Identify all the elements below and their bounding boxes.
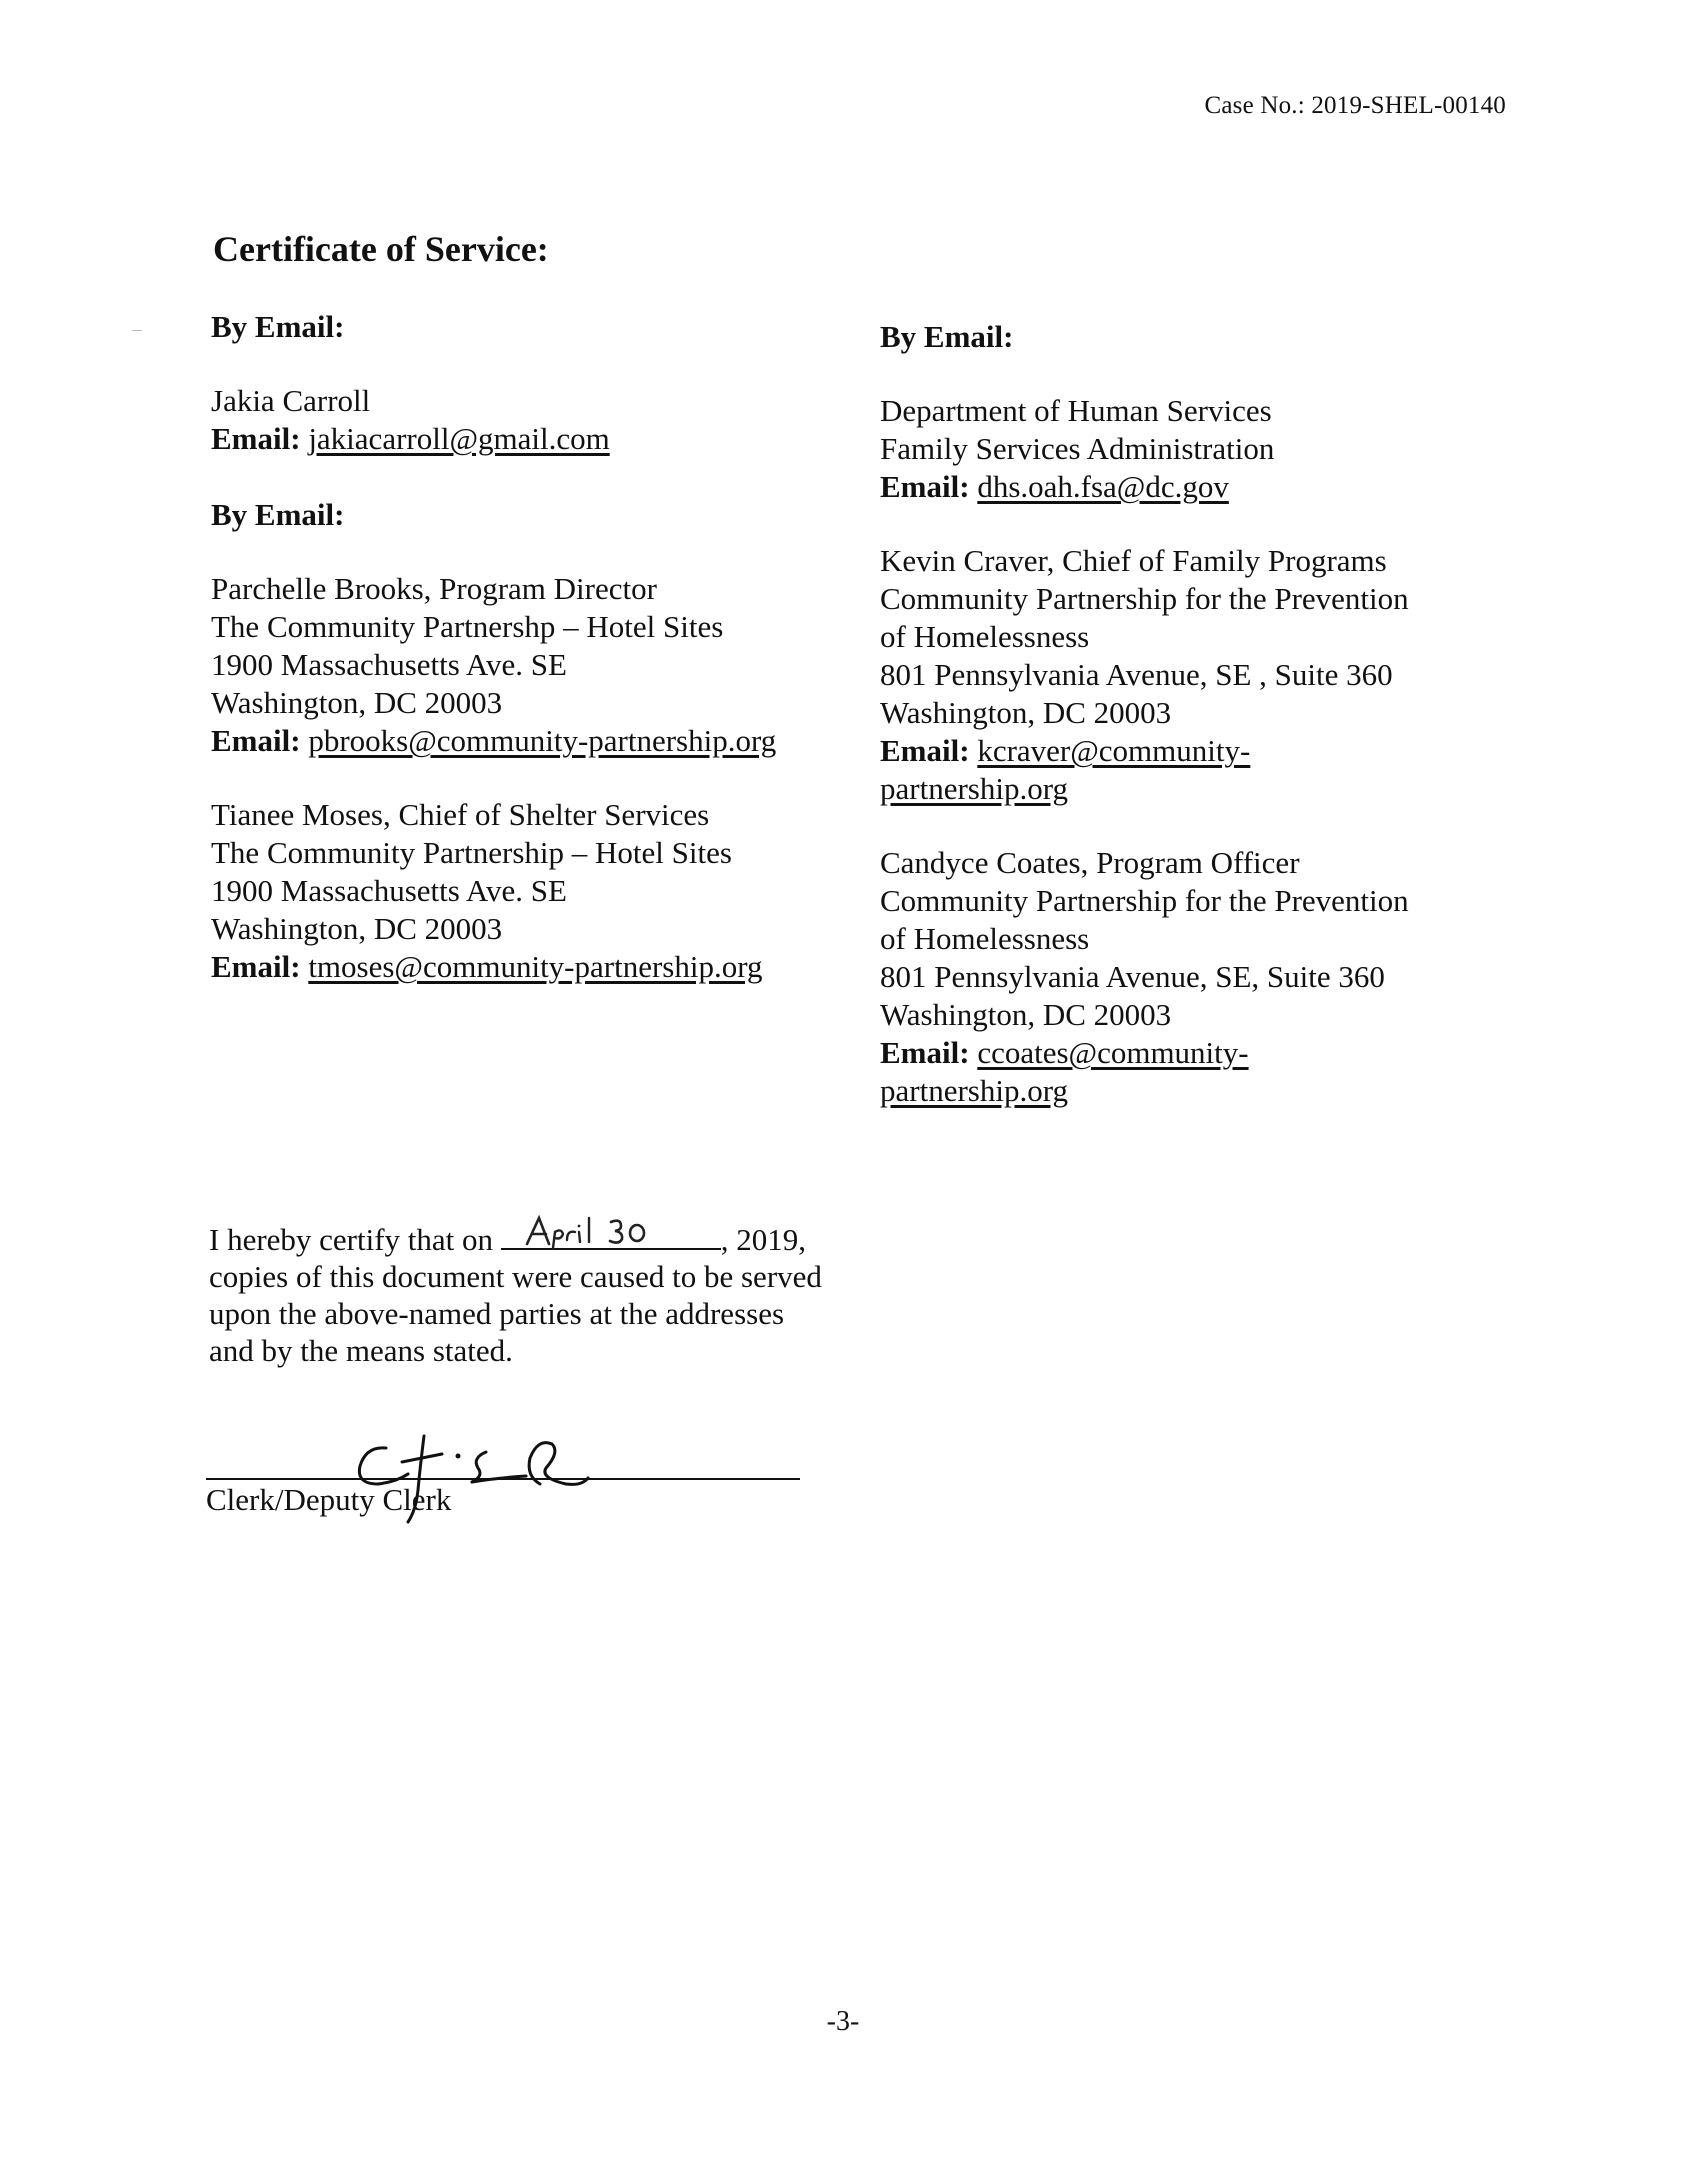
recipient-line: 1900 Massachusetts Ave. SE <box>211 647 567 682</box>
email-link[interactable]: pbrooks@community-partnership.org <box>308 723 777 758</box>
recipient-line: Community Partnership for the Prevention <box>880 883 1409 918</box>
date-blank <box>501 1220 721 1250</box>
recipient-line: 801 Pennsylvania Avenue, SE, Suite 360 <box>880 959 1385 994</box>
recipient-line: Tianee Moses, Chief of Shelter Services <box>211 797 710 832</box>
section-heading: By Email: <box>211 497 345 532</box>
section-heading: By Email: <box>211 309 345 344</box>
recipient-line: Washington, DC 20003 <box>211 911 503 946</box>
recipient-parchelle-brooks <box>211 570 851 760</box>
recipient-line: The Community Partnership – Hotel Sites <box>211 835 732 870</box>
email-link[interactable]: dhs.oah.fsa@dc.gov <box>977 469 1229 504</box>
signature-line <box>206 1478 800 1480</box>
certify-suffix: , 2019, <box>720 1222 807 1257</box>
certificate-title: Certificate of Service: <box>213 229 549 269</box>
recipient-candyce-coates <box>880 844 1520 1110</box>
recipient-line: 801 Pennsylvania Avenue, SE , Suite 360 <box>880 657 1393 692</box>
recipient-line: of Homelessness <box>880 921 1090 956</box>
recipient-dhs <box>880 392 1520 506</box>
recipient-line: 1900 Massachusetts Ave. SE <box>211 873 567 908</box>
recipient-line: Kevin Craver, Chief of Family Programs <box>880 543 1387 578</box>
recipient-tianee-moses <box>211 796 851 986</box>
page-number: -3- <box>826 2006 860 2037</box>
recipient-line: Washington, DC 20003 <box>880 695 1172 730</box>
email-link-continued[interactable]: partnership.org <box>880 771 1068 806</box>
recipient-line: Candyce Coates, Program Officer <box>880 845 1300 880</box>
certify-line: upon the above-named parties at the addresses <box>209 1296 785 1331</box>
recipient-kevin-craver <box>880 542 1520 808</box>
recipient-jakia-carroll <box>211 382 851 458</box>
handwritten-date <box>521 1212 681 1252</box>
certify-line: and by the means stated. <box>209 1333 513 1368</box>
case-number: Case No.: 2019-SHEL-00140 <box>1204 92 1506 119</box>
certification-statement <box>209 1220 909 1369</box>
certify-prefix: I hereby certify that on <box>209 1222 494 1257</box>
certify-line: copies of this document were caused to be served <box>209 1259 822 1294</box>
recipient-line: Department of Human Services <box>880 393 1272 428</box>
email-link[interactable]: tmoses@community-partnership.org <box>308 949 763 984</box>
email-label: Email: <box>211 949 301 984</box>
right-column <box>880 318 1520 1110</box>
margin-mark <box>132 330 142 331</box>
recipient-line: Family Services Administration <box>880 431 1275 466</box>
recipient-line: Jakia Carroll <box>211 383 371 418</box>
email-label: Email: <box>880 733 970 768</box>
email-link[interactable]: jakiacarroll@gmail.com <box>308 421 610 456</box>
recipient-line: of Homelessness <box>880 619 1090 654</box>
section-heading: By Email: <box>880 319 1014 354</box>
recipient-line: The Community Partnershp – Hotel Sites <box>211 609 724 644</box>
email-label: Email: <box>211 723 301 758</box>
email-label: Email: <box>880 1035 970 1070</box>
left-column <box>211 308 851 986</box>
recipient-line: Washington, DC 20003 <box>211 685 503 720</box>
signature-label: Clerk/Deputy Clerk <box>206 1482 452 1517</box>
email-link[interactable]: ccoates@community- <box>977 1035 1249 1070</box>
recipient-line: Washington, DC 20003 <box>880 997 1172 1032</box>
recipient-line: Community Partnership for the Prevention <box>880 581 1409 616</box>
email-link-continued[interactable]: partnership.org <box>880 1073 1068 1108</box>
email-label: Email: <box>211 421 301 456</box>
recipient-line: Parchelle Brooks, Program Director <box>211 571 657 606</box>
email-label: Email: <box>880 469 970 504</box>
email-link[interactable]: kcraver@community- <box>977 733 1251 768</box>
